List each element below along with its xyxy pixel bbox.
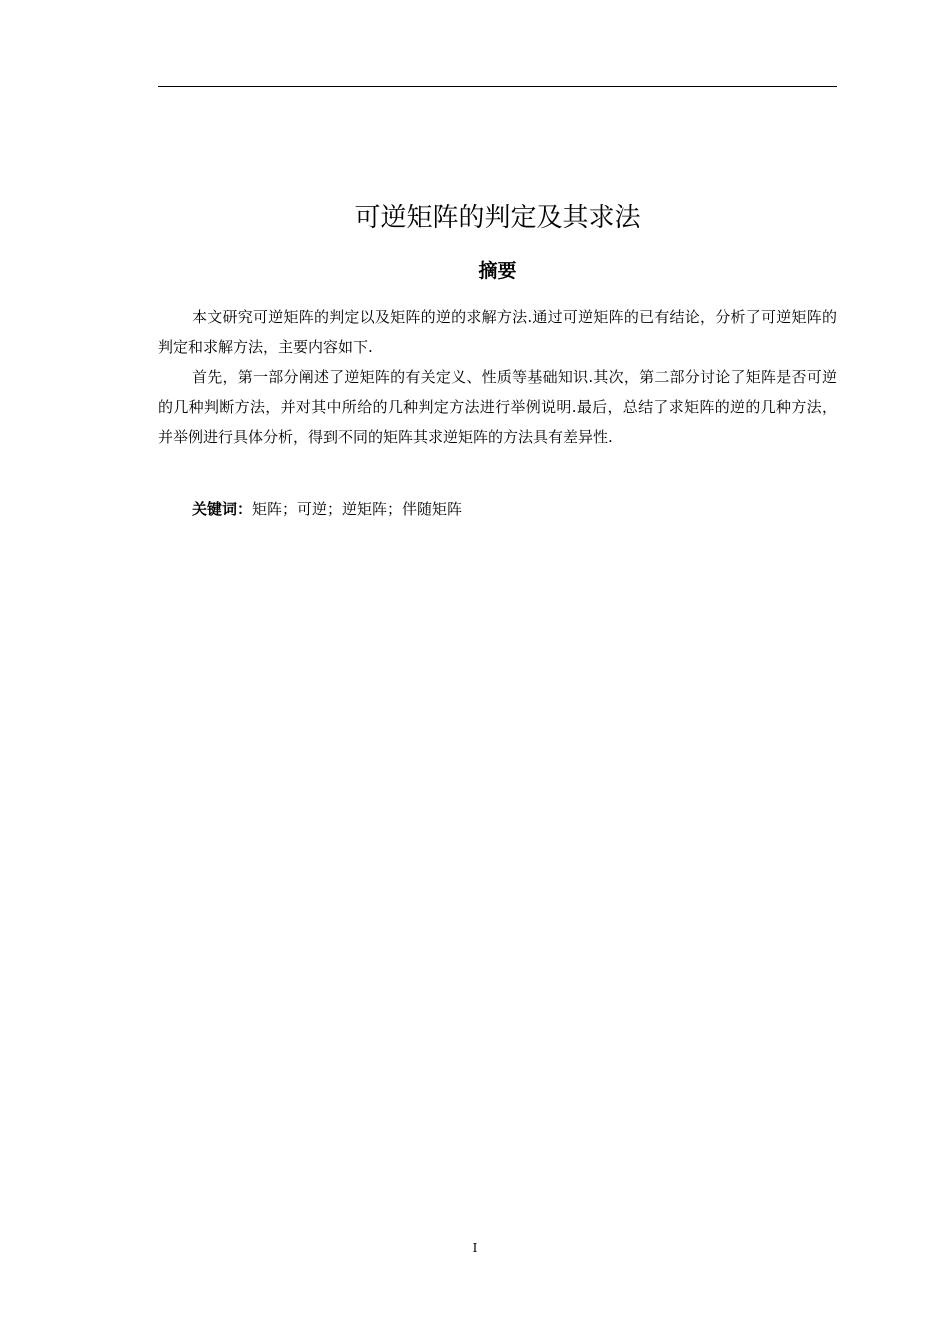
abstract-paragraph-2: 首先，第一部分阐述了逆矩阵的有关定义、性质等基础知识.其次，第二部分讨论了矩阵是否可逆的几种判断方法，并对其中所给的几种判定方法进行举例说明.最后，总结了求矩阵的逆的几种方法，并举例进行具体分析，得到不同的矩阵其求逆矩阵的方法具有差异性. [158, 368, 837, 446]
abstract-body [158, 302, 837, 452]
keywords-value: 矩阵；可逆；逆矩阵；伴随矩阵 [252, 500, 463, 518]
header-rule [158, 86, 837, 87]
abstract-heading: 摘要 [478, 260, 517, 282]
abstract-paragraph-1: 本文研究可逆矩阵的判定以及矩阵的逆的求解方法.通过可逆矩阵的已有结论，分析了可逆矩阵的判定和求解方法，主要内容如下. [158, 308, 837, 356]
keywords-line [192, 494, 462, 524]
page-number: I [472, 1241, 478, 1255]
keywords-label: 关键词： [192, 500, 253, 518]
document-title: 可逆矩阵的判定及其求法 [354, 203, 641, 233]
